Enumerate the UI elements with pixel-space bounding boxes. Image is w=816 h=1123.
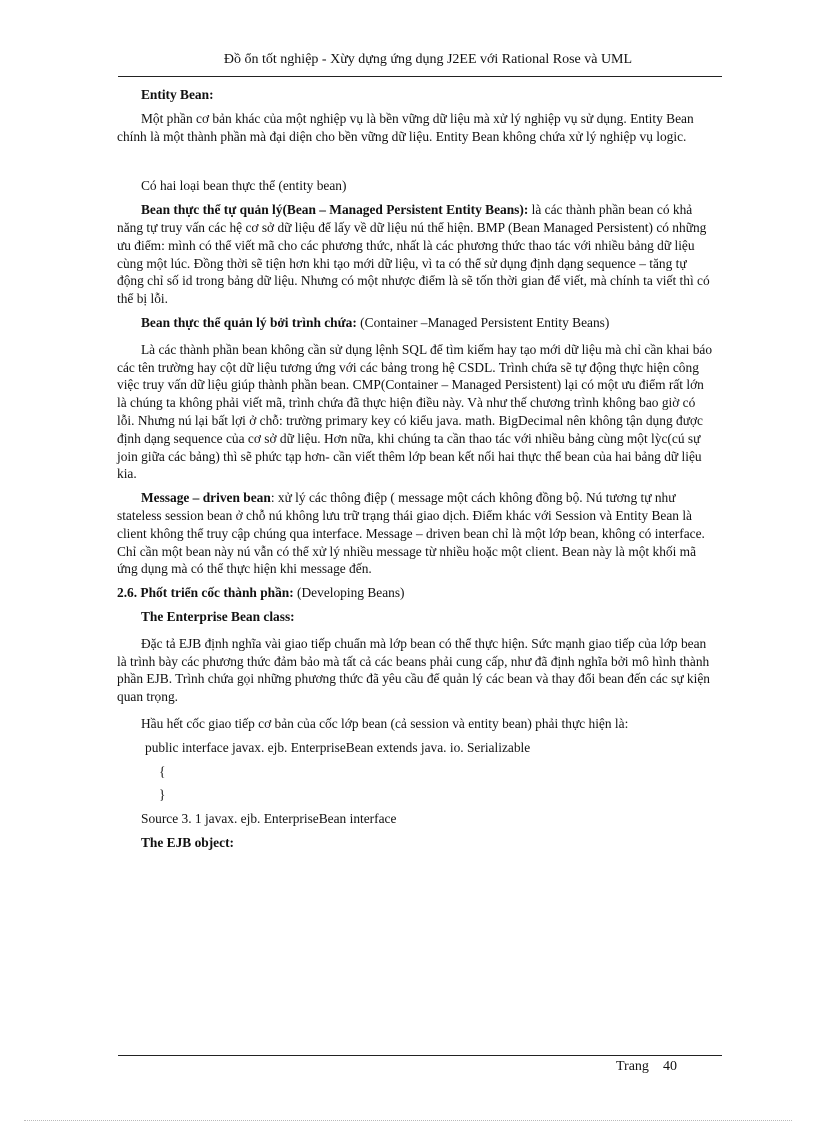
bmp-paragraph <box>117 201 713 308</box>
section-heading <box>117 584 713 602</box>
enterprise-bean-class-paragraph: Đặc tả EJB định nghĩa vài giao tiếp chuẩn mà lớp bean có thể thực hiện. Sức mạnh giao tiếp của lớp bean là trình bày các phương thức đảm bảo mà tất cả các beans phải cung cấp, như đã định nghĩa bởi mô hình thành phần EJB. Trình chứa gọi những phương thức đã yêu cầu để quản lý các bean và thay đổi bean đến các sự kiện quan trọng. <box>117 635 710 705</box>
mdb-term: Message – driven bean <box>141 490 271 506</box>
entity-bean-heading: Entity Bean: <box>141 87 214 102</box>
page-edge-dotted-line <box>24 1120 792 1121</box>
page-label: Trang <box>616 1059 649 1074</box>
code-line: public interface javax. ejb. EnterpriseBean extends java. io. Serializable <box>145 739 531 755</box>
code-close-brace: } <box>159 787 166 803</box>
mdb-paragraph <box>117 489 713 578</box>
page-header <box>0 52 816 68</box>
entity-types-intro: Có hai loại bean thực thể (entity bean) <box>141 178 347 194</box>
source-caption: Source 3. 1 javax. ejb. EnterpriseBean interface <box>141 811 397 827</box>
page-body <box>117 86 713 852</box>
footer-rule <box>118 1055 722 1056</box>
code-open-brace: { <box>159 763 166 779</box>
page-number: 40 <box>662 1059 677 1074</box>
section-subtitle: (Developing Beans) <box>293 585 405 601</box>
header-title: Đồ ổn tốt nghiệp - Xừy dựng ứng dụng J2EE với Rational Rose và UML <box>223 52 633 67</box>
page-footer <box>616 1059 677 1075</box>
mdb-text: : xử lý các thông điệp ( message một cách không đồng bộ. Nú tương tự như stateless session bean ở chỗ nú không lưu trữ trạng thái giao dịch. Điểm khác với Session và Entity Bean là client không thể truy cập chúng qua interface. Message – driven bean chỉ là một lớp bean, không có interface. Chỉ cần một bean này nú vẫn có thể xử lý nhiều message từ nhiều hoặc một client. Bean này là một khối mã ứng dụng mà có thể thực hiện khi message đến. <box>117 490 705 577</box>
cmp-paragraph: Là các thành phần bean không cần sử dụng lệnh SQL để tìm kiếm hay tạo mới dữ liệu mà chỉ cần khai báo các tên trường hay cột dữ liệu tương ứng với các bảng trong hệ CSDL. Trình chứa sẽ tự động thực hiện công việc truy vấn dữ liệu giúp thành phần bean. CMP(Container – Managed Persistent) lại có một ưu điểm rất lớn là chúng ta không phải viết mã, trình chứa đã thực hiện điều này. Và như thế chương trình không bao giờ có lỗi. Nhưng nú lại bất lợi ở chỗ: trường primary key có kiểu java. math. BigDecimal nên không tận dụng được định dạng sequence của cơ sở dữ liệu. Hơn nữa, khi chúng ta cần thao tác với nhiều bảng cùng một lỳc(cú sự join giữa các bảng) thì sẽ phức tạp hơn- cần viết thêm lớp bean kết nối hai thực thể bean của hai bảng dữ liệu kia. <box>117 341 713 482</box>
base-interfaces-paragraph: Hầu hết cốc giao tiếp cơ bản của cốc lớp bean (cả session và entity bean) phải thực hiện là: <box>141 715 629 731</box>
cmp-heading-line <box>117 314 713 332</box>
bmp-text: là các thành phần bean có khả năng tự truy vấn các hệ cơ sở dữ liệu để lấy về dữ liệu nú thể hiện. BMP (Bean Managed Persistent) có những ưu điểm: mình có thể viết mã cho các phương thức, nhất là các phương thức thao tác với nhiều bảng dữ liệu cùng một lúc. Đồng thời sẽ tiện hơn khi tạo mới dữ liệu, vì ta có thể sử dụng định dạng sequence – tăng tự động chỉ số id trong bảng dữ liệu. Nhưng có một nhược điểm là sẽ tốn thời gian để viết, mà chính ta viết thì có thể bị lỗi. <box>117 202 710 307</box>
cmp-text: (Container –Managed Persistent Entity Beans) <box>356 314 610 330</box>
ejb-object-heading: The EJB object: <box>141 834 234 850</box>
section-title: 2.6. Phốt triển cốc thành phần: <box>117 585 294 601</box>
header-rule <box>118 76 722 77</box>
bmp-term: Bean thực thể tự quản lý(Bean – Managed Persistent Entity Beans): <box>141 202 529 218</box>
cmp-term: Bean thực thể quản lý bởi trình chứa: <box>141 314 357 330</box>
entity-bean-paragraph: Một phần cơ bản khác của một nghiệp vụ là bền vững dữ liệu mà xử lý nghiệp vụ sử dụng. Entity Bean chính là một thành phần mà đại diện cho bền vững dữ liệu. Entity Bean không chứa xử lý nghiệp vụ logic. <box>117 110 694 144</box>
enterprise-bean-class-heading: The Enterprise Bean class: <box>141 608 295 624</box>
